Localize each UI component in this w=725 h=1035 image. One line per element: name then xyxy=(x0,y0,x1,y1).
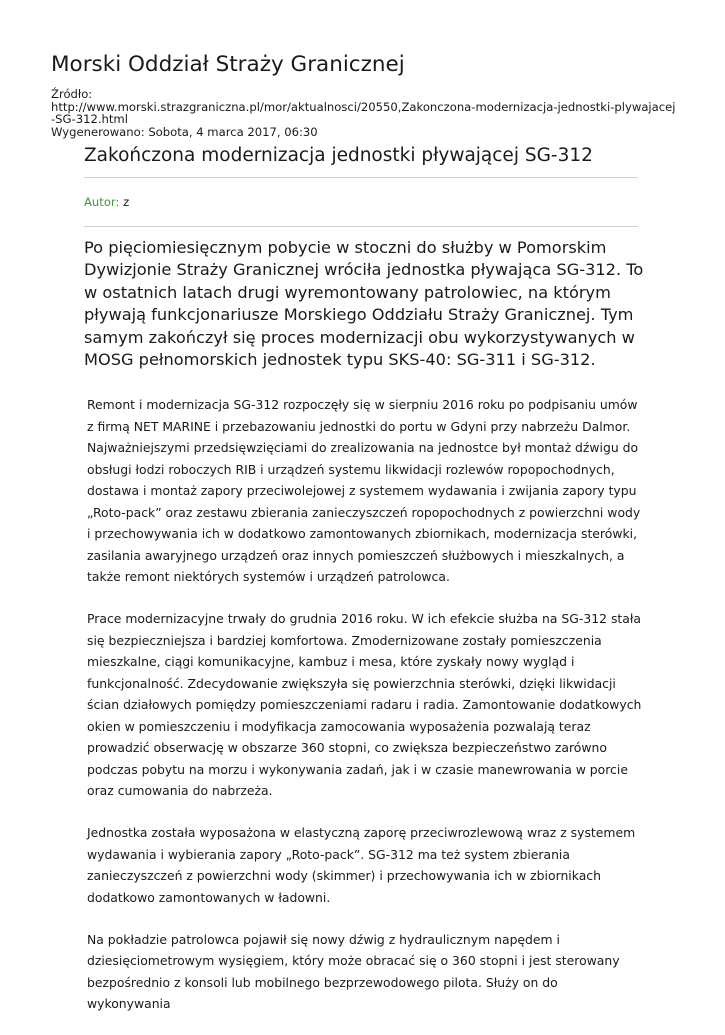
article-body xyxy=(87,394,643,1035)
body-paragraph: Prace modernizacyjne trwały do grudnia 2016 roku. W ich efekcie służba na SG-312 stała się bezpieczniejsza i bardziej komfortowa. Zmodernizowane zostały pomieszczenia mieszkalne, ciągi komunikacyjne, kambuz i mesa, które zyskały nowy wygląd i funkcjonalność. Zdecydowanie zwiększyła się powierzchnia sterówki, dzięki likwidacji ścian działowych pomiędzy pomieszczeniami radaru i radia. Zamontowanie dodatkowych okien w pomieszczeniu i modyfikacja zamocowania wyposażenia pozwalają teraz prowadzić obserwację w obszarze 360 stopni, co zwiększa bezpieczeństwo zarówno podczas pobytu na morzu i wykonywania zadań, jak i w czasie manewrowania w porcie oraz cumowania do nabrzeża. xyxy=(87,611,642,798)
title-divider xyxy=(84,177,638,178)
author-value: z xyxy=(123,195,130,209)
body-paragraph: Jednostka została wyposażona w elastyczną zaporę przeciwrozlewową wraz z systemem wydawania i wybierania zapory „Roto-pack”. SG-312 ma też system zbierania zanieczyszczeń z powierzchni wody (skimmer) i przechowywania ich w zbiornikach dodatkowo zamontowanych w ładowni. xyxy=(87,825,636,905)
article-title: Zakończona modernizacja jednostki pływającej SG-312 xyxy=(84,145,593,166)
source-label: Źródło: xyxy=(51,87,93,101)
site-title: Morski Oddział Straży Granicznej xyxy=(51,52,405,77)
body-paragraph: Remont i modernizacja SG-312 rozpoczęły się w sierpniu 2016 roku po podpisaniu umów z firmą NET MARINE i przebazowaniu jednostki do portu w Gdyni przy nabrzeżu Dalmor. Najważniejszymi przedsięwzięciami do zrealizowania na jednostce był montaż dźwigu do obsługi łodzi roboczych RIB i urządzeń systemu likwidacji rozlewów ropopochodnych, dostawa i montaż zapory przeciwolejowej z systemem wydawania i zwijania zapory typu „Roto-pack” oraz zestawu zbierania zanieczyszczeń ropopochodnych z powierzchni wody i przechowywania ich w dodatkowo zamontowanych zbiornikach, modernizacja sterówki, zasilania awaryjnego urządzeń oraz innych pomieszczeń służbowych i mieszkalnych, a także remont niektórych systemów i urządzeń patrolowca. xyxy=(87,397,641,584)
generated-date: Wygenerowano: Sobota, 4 marca 2017, 06:30 xyxy=(51,124,318,139)
body-paragraph: Na pokładzie patrolowca pojawił się nowy dźwig z hydraulicznym napędem i dziesięciometrowym wysięgiem, który może obracać się o 360 stopni i jest sterowany bezpośrednio z konsoli lub mobilnego bezprzewodowego pilota. Służy on do wykonywania xyxy=(87,931,620,1011)
source-url[interactable]: http://www.morski.strazgraniczna.pl/mor/aktualnosci/20550,Zakonczona-modernizacja-jednostki-plywajacej-SG-312.html xyxy=(51,99,676,126)
article-lead: Po pięciomiesięcznym pobycie w stoczni do służby w Pomorskim Dywizjonie Straży Granicznej wróciła jednostka pływająca SG-312. To w ostatnich latach drugi wyremontowany patrolowiec, na którym pływają funkcjonariusze Morskiego Oddziału Straży Granicznej. Tym samym zakończył się proces modernizacji obu wykorzystywanych w MOSG pełnomorskich jednostek typu SKS-40: SG-311 i SG-312. xyxy=(84,238,644,370)
author-line xyxy=(84,195,129,209)
source-info xyxy=(51,88,676,138)
author-divider xyxy=(84,226,638,227)
author-label: Autor: xyxy=(84,195,120,209)
